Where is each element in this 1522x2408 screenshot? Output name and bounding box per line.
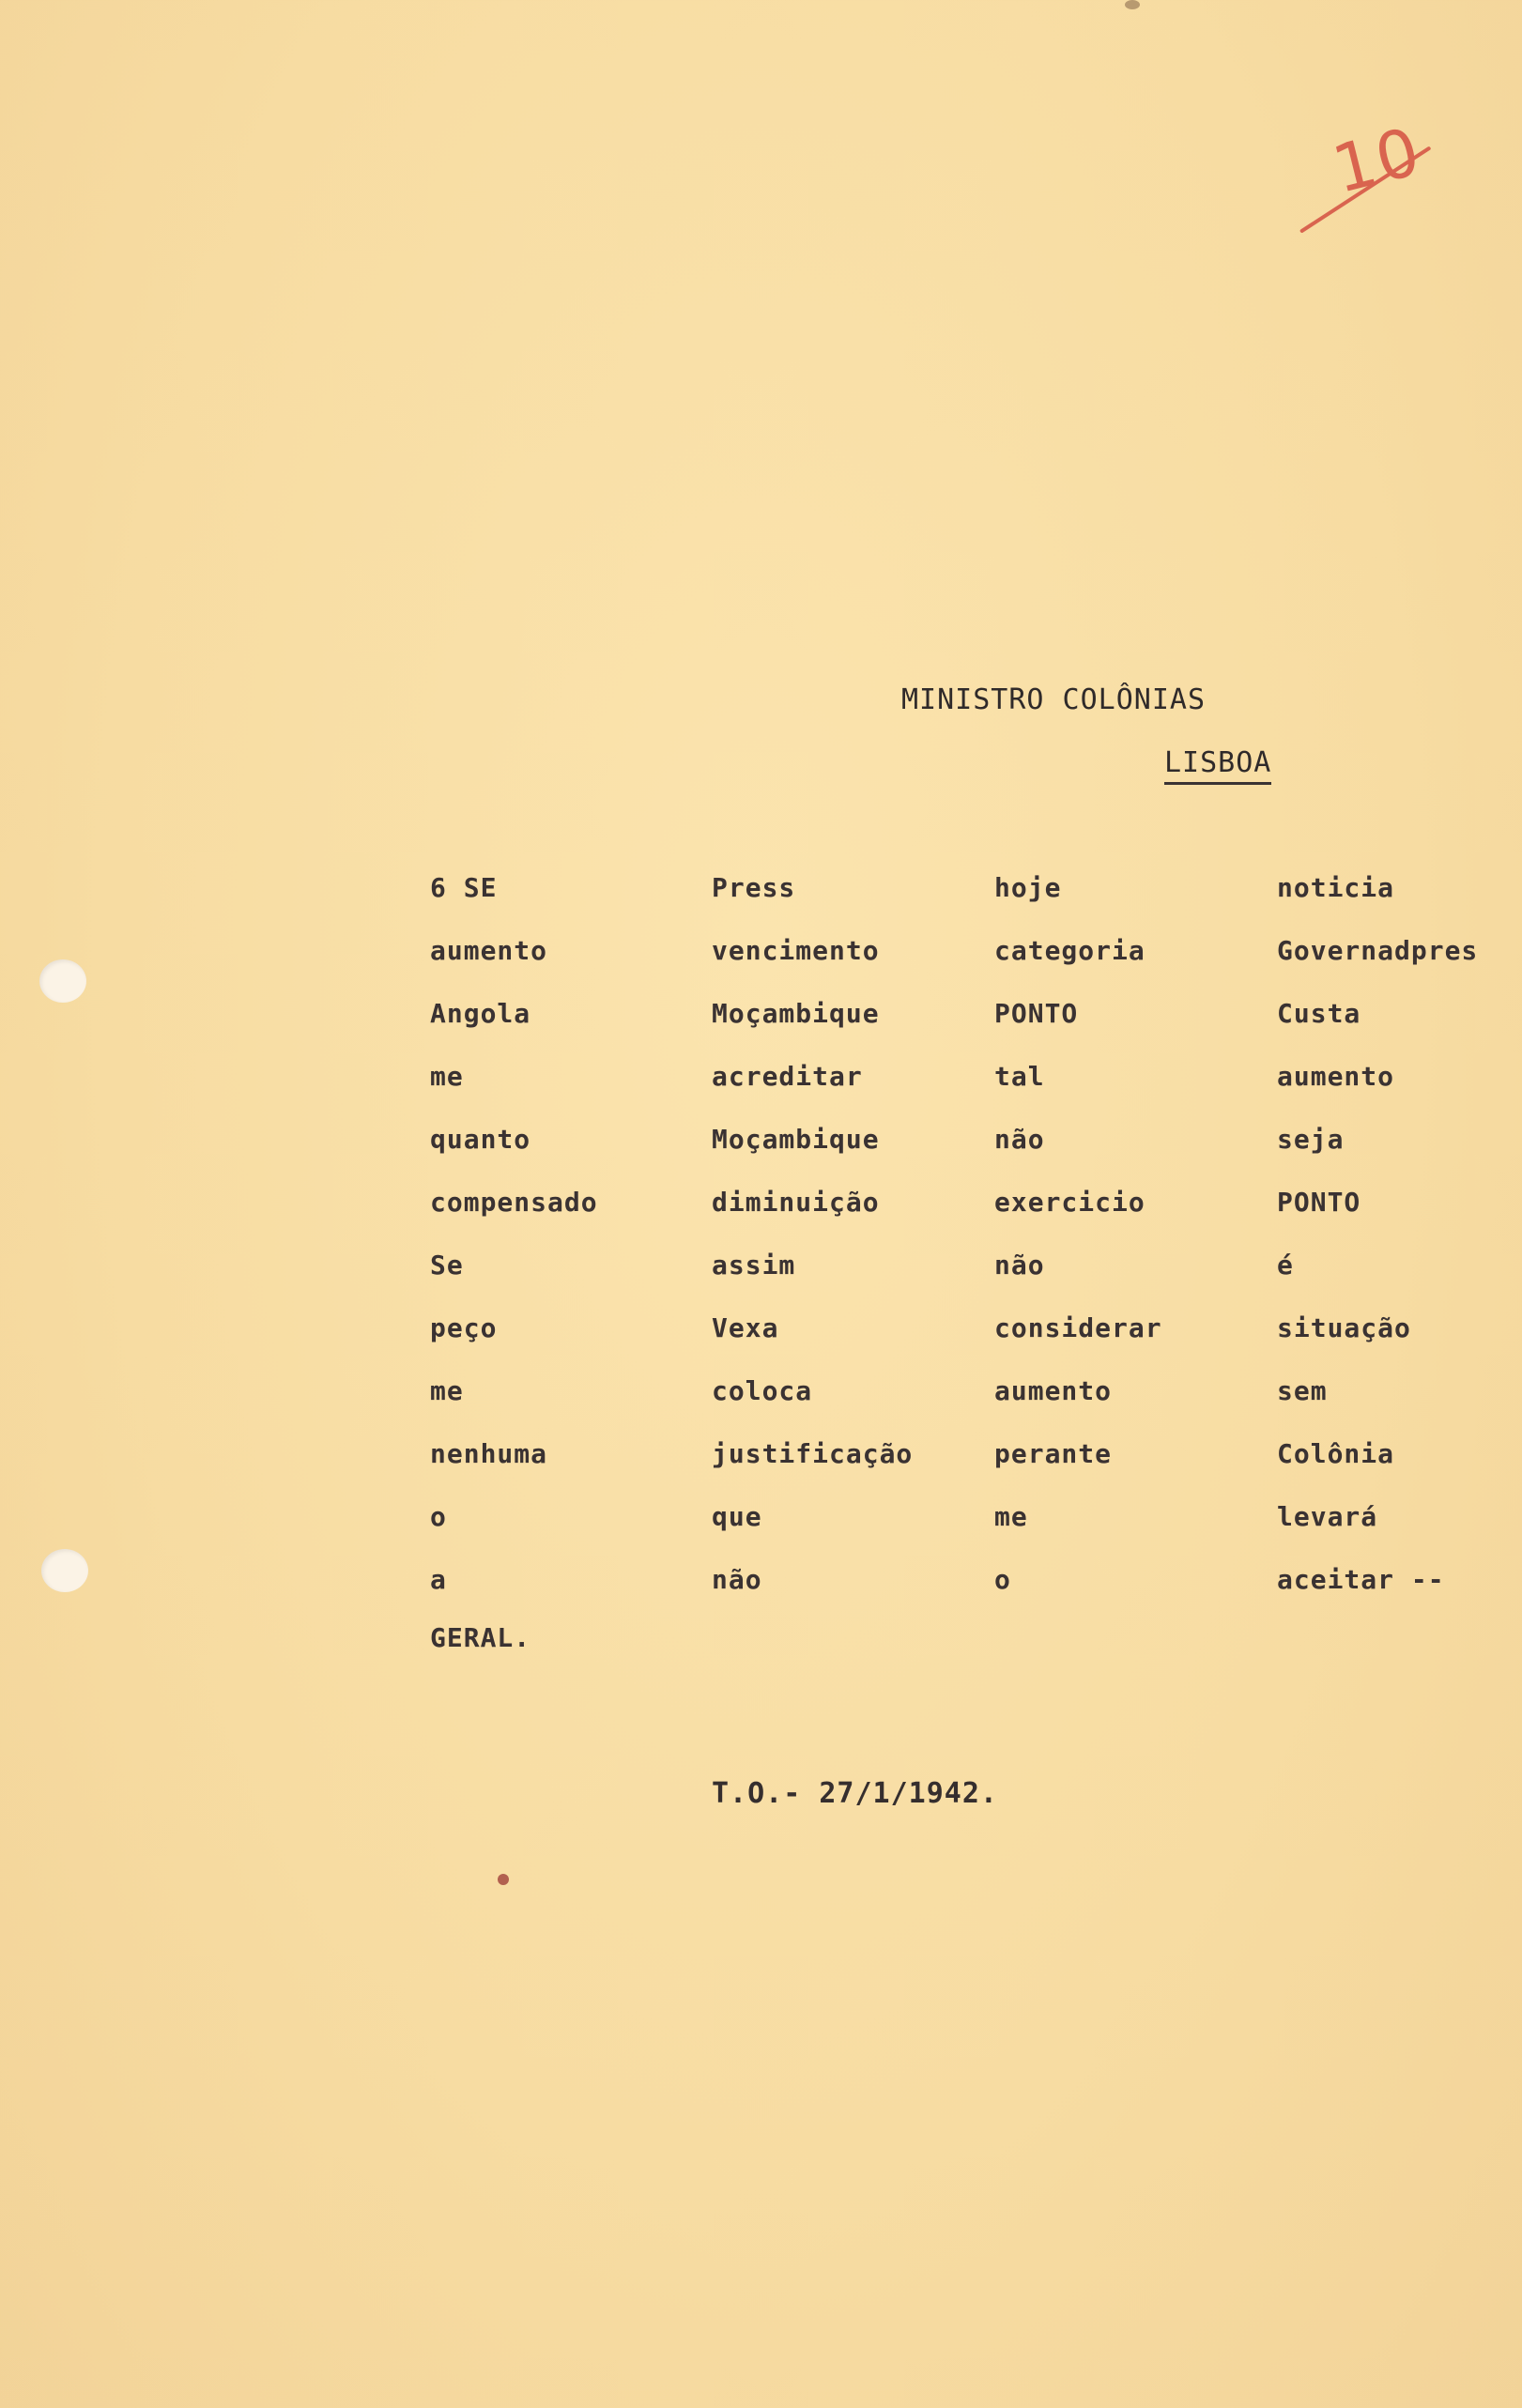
telegram-word: Colônia [1277,1438,1395,1469]
telegram-word: PONTO [1277,1187,1361,1218]
signoff: GERAL. [430,1622,531,1653]
city-line: LISBOA [1164,746,1271,785]
telegram-word: me [430,1375,464,1406]
addressee-line: MINISTRO COLÔNIAS [901,683,1207,716]
telegram-word: Vexa [712,1312,779,1343]
telegram-word: a [430,1564,447,1595]
telegram-word: Press [712,872,796,903]
telegram-word: não [994,1124,1045,1155]
date-line: T.O.- 27/1/1942. [712,1777,998,1810]
telegram-word: hoje [994,872,1062,903]
telegram-word: exercicio [994,1187,1145,1218]
telegram-word: é [1277,1250,1294,1281]
telegram-word: considerar [994,1312,1162,1343]
telegram-word: Custa [1277,998,1361,1029]
telegram-word: não [994,1250,1045,1281]
telegram-word: me [994,1501,1028,1532]
punch-hole [41,1549,88,1592]
telegram-word: compensado [430,1187,598,1218]
telegram-word: categoria [994,935,1145,966]
telegram-word: aceitar -- [1277,1564,1445,1595]
telegram-word: diminuição [712,1187,880,1218]
telegram-word: acreditar [712,1061,863,1092]
telegram-word: peço [430,1312,498,1343]
telegram-word: Moçambique [712,998,880,1029]
telegram-word: aumento [1277,1061,1395,1092]
folio-number: 10 [1325,112,1429,209]
telegram-word: Se [430,1250,464,1281]
telegram-word: Moçambique [712,1124,880,1155]
telegram-word: aumento [430,935,548,966]
telegram-word: aumento [994,1375,1113,1406]
telegram-word: não [712,1564,762,1595]
telegram-word: assim [712,1250,796,1281]
telegram-word: quanto [430,1124,531,1155]
telegram-word: vencimento [712,935,880,966]
telegram-word: coloca [712,1375,813,1406]
telegram-word: perante [994,1438,1113,1469]
paper-stain [498,1874,509,1885]
telegram-word: seja [1277,1124,1345,1155]
telegram-word: justificação [712,1438,914,1469]
paper-stain [1125,0,1140,9]
telegram-word: Angola [430,998,531,1029]
telegram-word: levará [1277,1501,1378,1532]
telegram-word: PONTO [994,998,1079,1029]
telegram-word: situação [1277,1312,1411,1343]
telegram-word: sem [1277,1375,1328,1406]
telegram-word: me [430,1061,464,1092]
telegram-word: noticia [1277,872,1395,903]
telegram-word: o [430,1501,447,1532]
punch-hole [39,959,86,1003]
telegram-word: que [712,1501,762,1532]
telegram-word: Governadpres [1277,935,1479,966]
telegram-word: o [994,1564,1011,1595]
telegram-word: nenhuma [430,1438,548,1469]
telegram-word: tal [994,1061,1045,1092]
telegram-word: 6 SE [430,872,498,903]
telegram-body [430,869,1522,1624]
